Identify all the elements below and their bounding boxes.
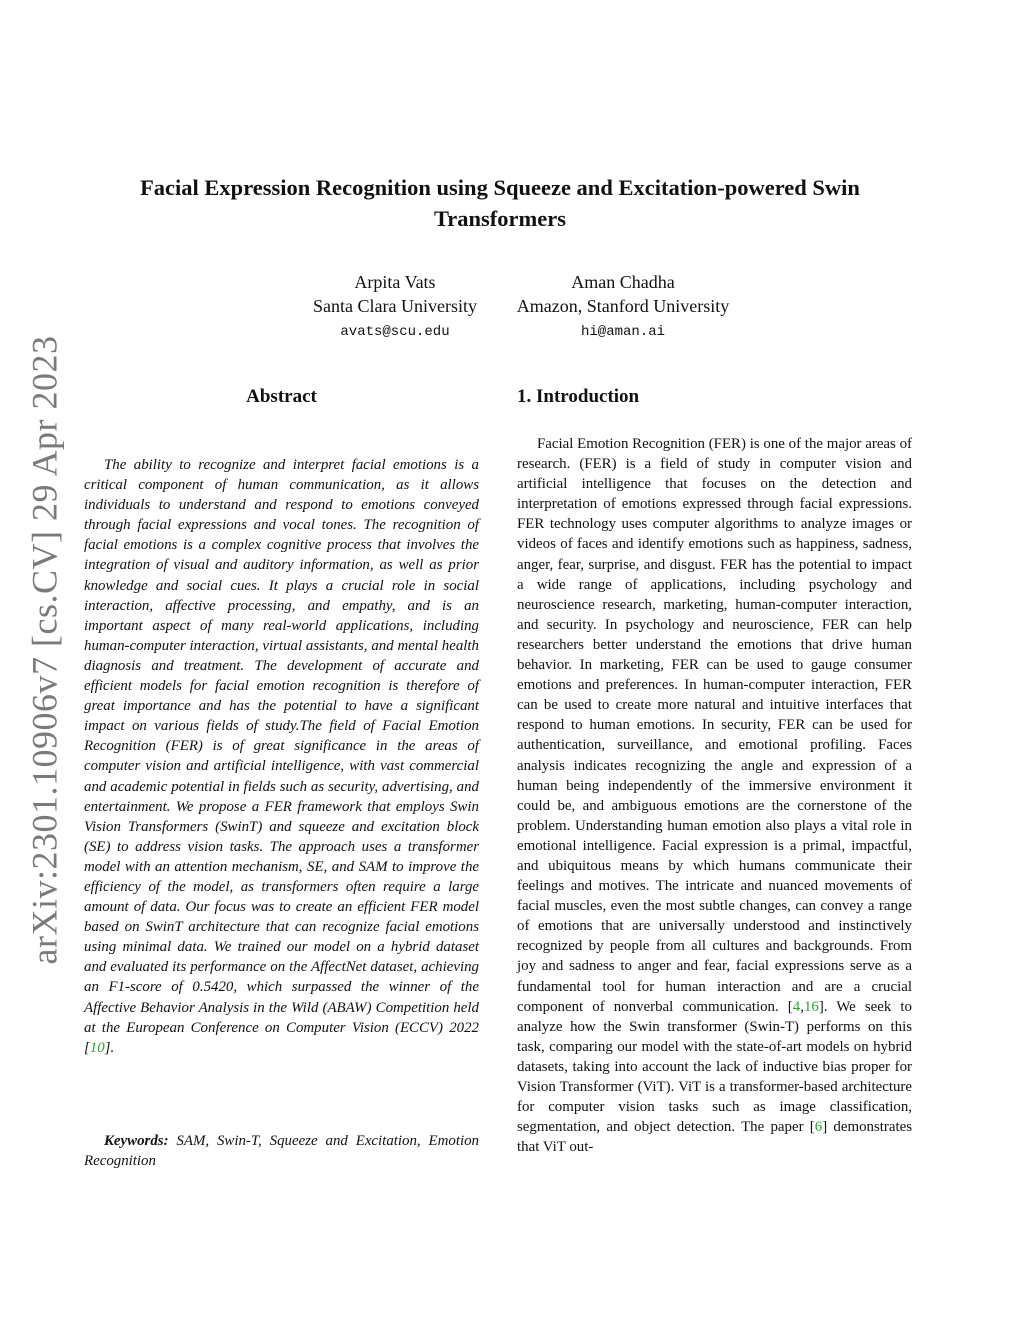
intro-text-2: ]. We seek to analyze how the Swin transformer (Swin-T) performs on this task, comparing our model with the state-of-art models on hybrid datasets, taking into account the lack of inductive bias proper for Vision Transformer (ViT). ViT is a transformer-based architecture for computer vision tasks such as image classification, segmentation, and object detection. The paper [ <box>517 998 912 1136</box>
intro-text-1: Facial Emotion Recognition (FER) is one of the major areas of research. (FER) is a field of study in computer vision and artificial intelligence that focuses on the detection and interpretation of emotions expressed through facial expressions. FER technology uses computer algorithms to analyze images or videos of faces and identify emotions such as happiness, sadness, anger, fear, surprise, and disgust. FER has the potential to impact a wide range of applications, including psychology and neuroscience research, marketing, human-computer interaction, and security. In psychology and neuroscience, FER can help researchers better understand the emotions that drive human behavior. In marketing, FER can be used to gauge consumer emotions and preferences. In human-computer interaction, FER can be used to create more natural and intuitive interfaces that respond to human emotions. In security, FER can be used for authentication, surveillance, and emotional profiling. Faces analysis indicates recognizing the angle and expression of a human being independently of the immersive environment it could be, and ambiguous emotions are the cornerstone of the problem. Understanding human emotion also plays a vital role in emotional intelligence. Facial expression is a primal, impactful, and ubiquitous means by which humans communicate their feelings and motives. The intricate and nuanced movements of facial muscles, even the most subtle changes, can convey a range of emotions that are universally understood and instinctively recognized by people from all cultures and backgrounds. From joy and sadness to anger and fear, facial expressions serve as a fundamental tool for human interaction and are a crucial component of nonverbal communication. [ <box>517 436 912 1015</box>
author-name: Arpita Vats <box>354 272 436 292</box>
introduction-body <box>517 434 912 1157</box>
author-affiliation: Santa Clara University <box>313 296 477 316</box>
citation-separator: , <box>800 998 804 1015</box>
arxiv-identifier <box>24 335 65 965</box>
author-affiliation: Amazon, Stanford University <box>516 296 730 316</box>
author-name: Aman Chadha <box>571 272 675 292</box>
keywords-text: SAM, Swin-T, Squeeze and Excitation, Emotion Recognition <box>84 1133 479 1170</box>
abstract-heading: Abstract <box>246 386 317 407</box>
abstract-text: The ability to recognize and interpret facial emotions is a critical component of human communication, as it allows individuals to understand and respond to emotions conveyed through facial expressions and vocal tones. The recognition of facial emotions is a complex cognitive process that involves the integration of visual and auditory information, as well as prior knowledge and social cues. It plays a crucial role in social interaction, affective processing, and empathy, and is an important aspect of many real-world applications, including human-computer interaction, virtual assistants, and mental health diagnosis and treatment. The development of accurate and efficient models for facial emotion recognition is therefore of great importance and has the potential to have a significant impact on various fields of study.The field of Facial Emotion Recognition (FER) is of great significance in the areas of computer vision and artificial intelligence, with vast commercial and academic potential in fields such as security, advertising, and entertainment. We propose a FER framework that employs Swin Vision Transformers (SwinT) and squeeze and excitation block (SE) to address vision tasks. The approach uses a transformer model with an attention mechanism, SE, and SAM to improve the efficiency of the model, as transformers often require a large amount of data. Our focus was to create an efficient FER model based on SwinT architecture that can recognize facial emotions using minimal data. We trained our model on a hybrid dataset and evaluated its performance on the AffectNet dataset, achieving an F1-score of 0.5420, which surpassed the winner of the Affective Behavior Analysis in the Wild (ABAW) Competition held at the European Conference on Computer Vision (ECCV) 2022 [ <box>84 457 479 1056</box>
keywords <box>84 1131 479 1171</box>
intro-text-3: ] demonstrates that ViT out- <box>517 1119 913 1156</box>
citation-link[interactable]: 6 <box>814 1119 823 1136</box>
arxiv-id-text: arXiv:2301.10906v7 [cs.CV] 29 Apr 2023 <box>24 335 65 965</box>
keywords-label: Keywords: <box>104 1133 169 1149</box>
abstract-body <box>84 455 479 1058</box>
citation-link[interactable]: 16 <box>803 998 819 1015</box>
author-email[interactable]: avats@scu.edu <box>340 324 450 340</box>
paper-title: Facial Expression Recognition using Squeeze and Excitation-powered Swin Transformers <box>140 175 860 231</box>
citation-link[interactable]: 4 <box>792 998 801 1015</box>
citation-link[interactable]: 10 <box>89 1039 105 1056</box>
author-block-2 <box>468 270 778 346</box>
author-email[interactable]: hi@aman.ai <box>580 324 665 340</box>
section-heading-introduction: 1. Introduction <box>517 386 640 407</box>
abstract-end: ]. <box>104 1039 115 1056</box>
